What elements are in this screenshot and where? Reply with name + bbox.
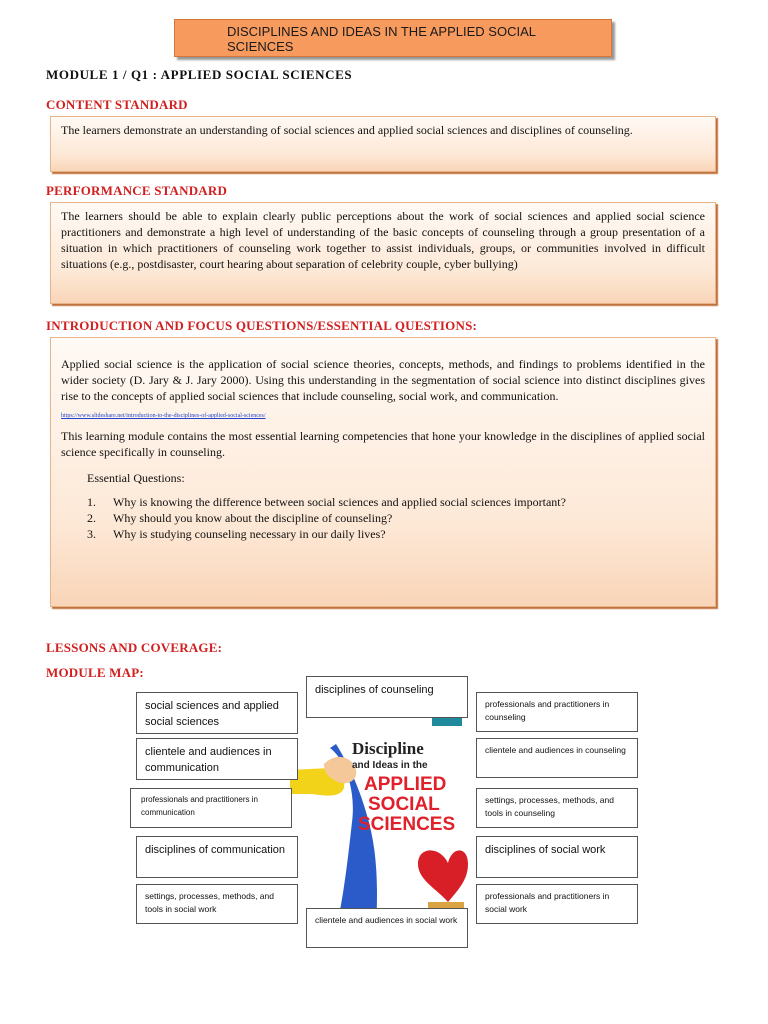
map-box-right-1: professionals and practitioners in counseling <box>476 692 638 732</box>
module-line: MODULE 1 / Q1 : APPLIED SOCIAL SCIENCES <box>46 67 353 82</box>
cover-title-applied: APPLIED <box>364 774 447 795</box>
map-box-left-5: settings, processes, methods, and tools in social work <box>136 884 298 924</box>
performance-standard-panel <box>50 202 716 304</box>
map-box-right-5: professionals and practitioners in social work <box>476 884 638 924</box>
cover-title-discipline: Discipline <box>352 739 424 758</box>
introduction-heading: INTRODUCTION AND FOCUS QUESTIONS/ESSENTIAL QUESTIONS: <box>46 318 478 333</box>
map-box-left-3: professionals and practitioners in communication <box>130 788 292 828</box>
map-box-bottom: clientele and audiences in social work <box>306 908 468 948</box>
book-cover-illustration <box>290 718 468 930</box>
introduction-paragraph: Applied social science is the application of social science theories, concepts, methods, and findings to problems identified in the wider society (D. Jary & J. Jary 2000). Using this understanding in the segmentation of social science into distinct disciplines gives rise to the concepts of applied social sciences that include counseling, social work, and communication. <box>61 357 705 403</box>
list-item: 3. Why is studying counseling necessary in our daily lives? <box>87 527 386 541</box>
map-box-top: disciplines of counseling <box>306 676 468 718</box>
module-title-banner <box>174 19 612 57</box>
map-box-left-2: clientele and audiences in communication <box>136 738 298 780</box>
map-box-right-3: settings, processes, methods, and tools in counseling <box>476 788 638 828</box>
cover-title-social: SOCIAL <box>368 794 440 815</box>
lessons-coverage-heading: LESSONS AND COVERAGE: <box>46 640 223 655</box>
essential-questions-list <box>61 494 705 542</box>
introduction-panel <box>50 337 716 607</box>
map-box-right-2: clientele and audiences in counseling <box>476 738 638 778</box>
map-box-right-4: disciplines of social work <box>476 836 638 878</box>
content-standard-panel <box>50 116 716 172</box>
module-title: DISCIPLINES AND IDEAS IN THE APPLIED SOCIAL SCIENCES <box>227 24 536 54</box>
cover-title-ideas: and Ideas in the <box>352 760 428 771</box>
list-item: 1. Why is knowing the difference between social sciences and applied social sciences important? <box>87 495 566 509</box>
content-standard-text: The learners demonstrate an understanding of social sciences and applied social sciences and disciplines of counseling. <box>61 123 633 137</box>
list-item: 2. Why should you know about the discipline of counseling? <box>87 511 393 525</box>
reference-link[interactable]: https://www.slideshare.net/introduction-to-the-disciplines-of-applied-social-sciences/ <box>61 413 266 419</box>
map-box-left-4: disciplines of communication <box>136 836 298 878</box>
content-standard-heading: CONTENT STANDARD <box>46 97 188 112</box>
performance-standard-heading: PERFORMANCE STANDARD <box>46 183 228 198</box>
module-description: This learning module contains the most essential learning competencies that hone your knowledge in the disciplines of applied social science specifically in counseling. <box>61 429 705 459</box>
cover-title-sciences: SCIENCES <box>358 814 456 835</box>
map-box-left-1: social sciences and applied social sciences <box>136 692 298 734</box>
module-map-heading: MODULE MAP: <box>46 665 144 680</box>
essential-questions-label: Essential Questions: <box>87 471 185 485</box>
book-cover-image <box>290 718 468 930</box>
performance-standard-text: The learners should be able to explain clearly public perceptions about the work of social sciences and applied social science practitioners and demonstrate a high level of understanding of the basic concepts of counseling through a group presentation of a situation in which practitioners of counseling work together to assist individuals, groups, or communities involved in difficult situations (e.g., postdisaster, court hearing about separation of celebrity couple, cyber bullying) <box>61 209 705 271</box>
